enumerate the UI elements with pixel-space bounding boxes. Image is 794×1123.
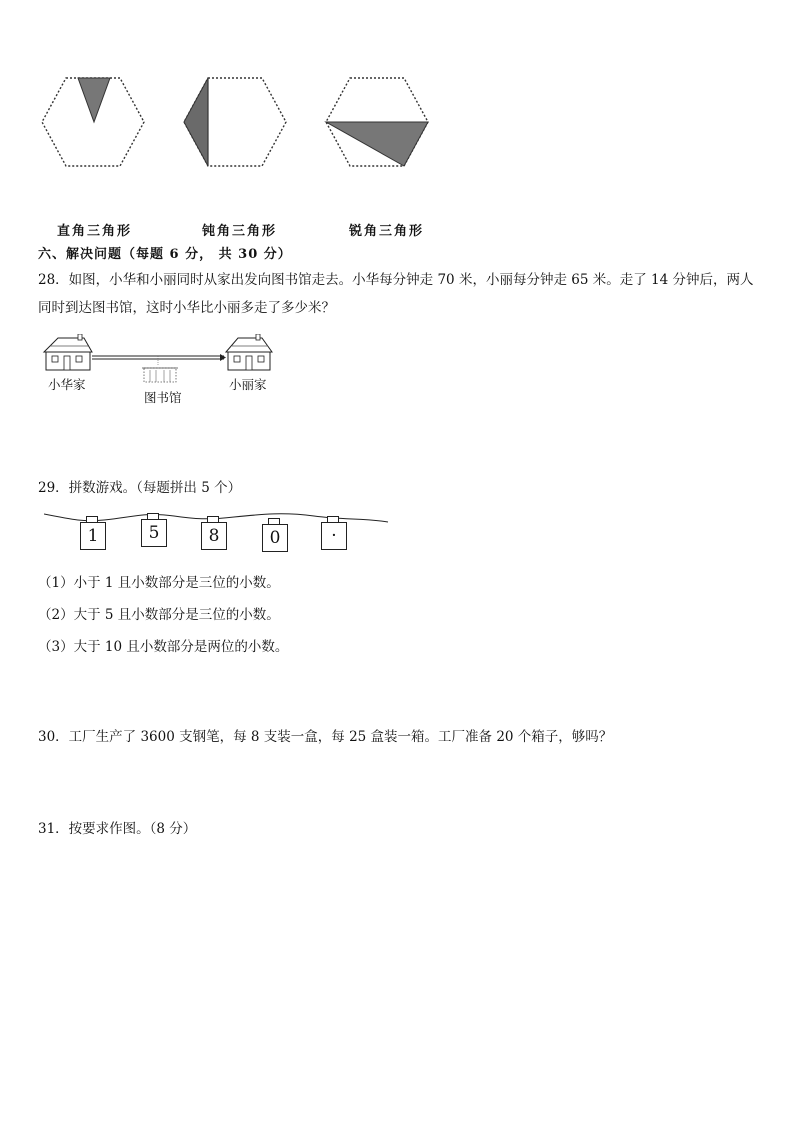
number-card: 0 xyxy=(262,524,288,552)
question-29-part-1: （1）小于 1 且小数部分是三位的小数。 xyxy=(38,575,280,591)
hexagon-acute-triangle-figure xyxy=(324,76,430,168)
question-29-part-2: （2）大于 5 且小数部分是三位的小数。 xyxy=(38,607,280,623)
question-29-part-3: （3）大于 10 且小数部分是两位的小数。 xyxy=(38,639,289,655)
number-card: 1 xyxy=(80,522,106,550)
xiaoli-home-label: 小丽家 xyxy=(229,377,267,392)
library-icon xyxy=(142,356,178,382)
library-label: 图书馆 xyxy=(144,390,182,405)
xiaohua-house-icon xyxy=(44,334,92,370)
figure-label-right-triangle: 直角三角形 xyxy=(57,224,133,239)
question-30-text: 30．工厂生产了 3600 支钢笔，每 8 支装一盒，每 25 盒装一箱。工厂准备 20 个箱子，够吗？ xyxy=(38,729,613,745)
number-card: 5 xyxy=(141,519,167,547)
xiaohua-home-label: 小华家 xyxy=(48,377,86,392)
hexagon-right-triangle-figure xyxy=(40,76,146,168)
xiaoli-house-icon xyxy=(226,334,272,370)
number-card: 8 xyxy=(201,522,227,550)
figure-label-acute-triangle: 锐角三角形 xyxy=(349,224,425,239)
figure-label-obtuse-triangle: 钝角三角形 xyxy=(202,224,278,239)
question-28-text: 28．如图，小华和小丽同时从家出发向图书馆走去。小华每分钟走 70 米，小丽每分钟走 65 米。走了 14 分钟后，两人同时到达图书馆，这时小华比小丽多走了多少米？ xyxy=(38,272,754,316)
decimal-point-card: · xyxy=(321,522,347,550)
question-29-text: 29．拼数游戏。（每题拼出 5 个） xyxy=(38,480,242,496)
section-heading: 六、解决问题（每题 6 分， 共 30 分） xyxy=(38,247,292,262)
question-31-text: 31．按要求作图。（8 分） xyxy=(38,821,197,837)
hexagon-obtuse-triangle-figure xyxy=(182,76,288,168)
